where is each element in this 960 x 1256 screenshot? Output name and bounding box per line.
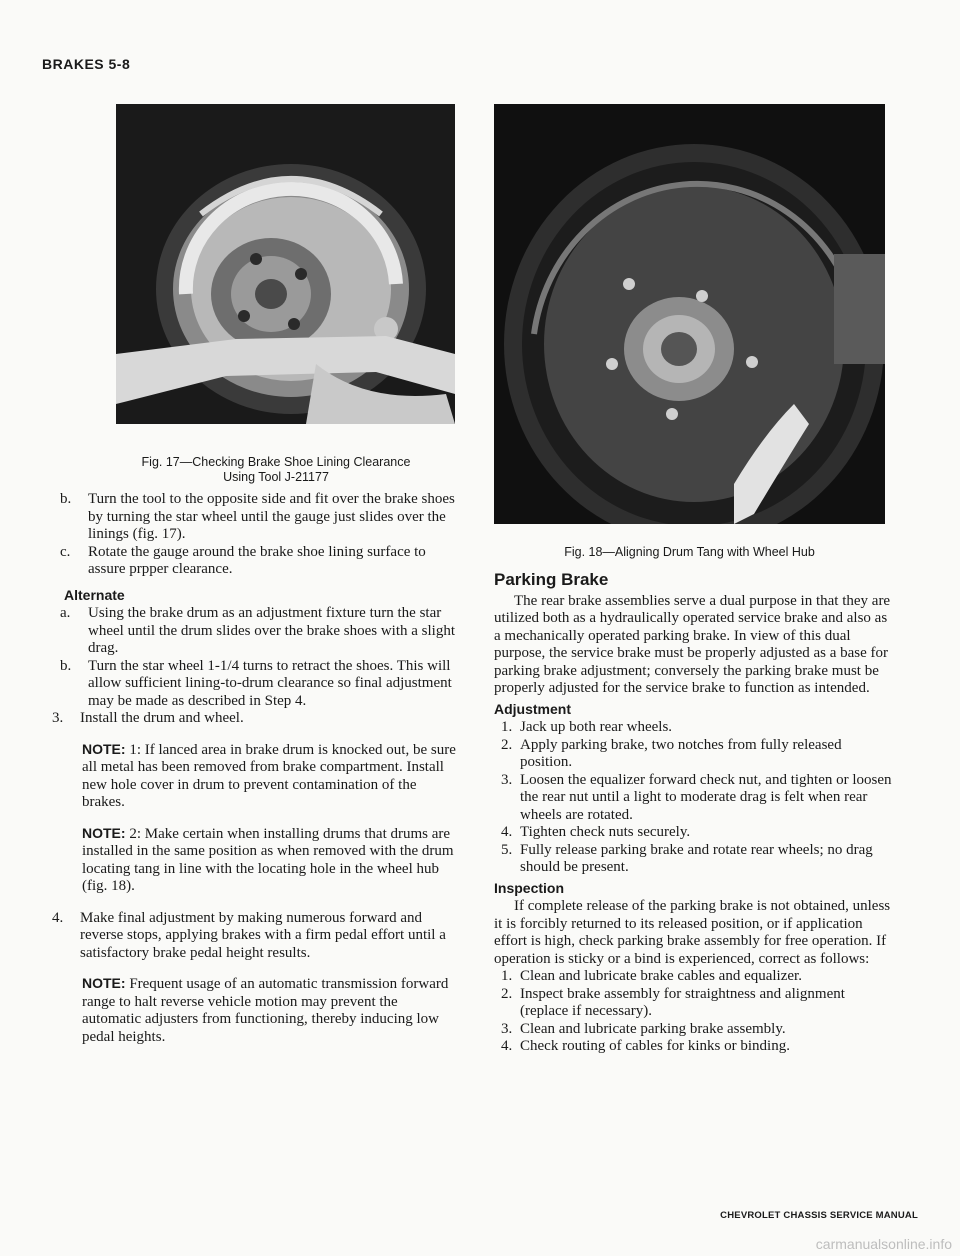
- note-2: [82, 825, 460, 896]
- step-2c-num: c.: [60, 543, 71, 560]
- adjustment-step-text: Fully release parking brake and rotate rear wheels; no drag should be present.: [520, 841, 873, 875]
- alternate-a-text: Using the brake drum as an adjustment fixture turn the star wheel until the drum slides over the brake shoes with a slight drag.: [88, 605, 456, 656]
- alternate-b-text: Turn the star wheel 1-1/4 turns to retract the shoes. This will allow sufficient lining-to-drum clearance so final adjustment may be made as described in Step 4.: [88, 657, 452, 709]
- step-2b: [52, 491, 460, 544]
- adjustment-steps: [494, 719, 892, 877]
- step-4-num: 4.: [52, 909, 64, 926]
- note-1-text: 1: If lanced area in brake drum is knocked out, be sure all metal has been removed from brake compartment. Install new hole cover in drum to prevent contamination of the brakes.: [82, 741, 456, 810]
- inspection-steps: [494, 968, 892, 1056]
- adjustment-step-num: 1.: [501, 719, 513, 735]
- inspection-step-num: 3.: [501, 1020, 513, 1037]
- figure-17-caption: [96, 455, 456, 485]
- page-header: BRAKES 5-8: [42, 56, 131, 72]
- inspection-step: [494, 1021, 892, 1039]
- inspection-step-text: Inspect brake assembly for straightness and alignment (replace if necessary).: [520, 985, 845, 1019]
- note-3-label: NOTE:: [82, 975, 126, 991]
- note-2-text: 2: Make certain when installing drums that drums are installed in the same position as when removed with the drum locating tang in line with the locating hole in the wheel hub (fig. 18).: [82, 825, 454, 894]
- figure-17-photo: [116, 104, 455, 424]
- note-1: [82, 741, 460, 812]
- step-4: [52, 910, 460, 963]
- adjustment-step-text: Tighten check nuts securely.: [520, 824, 691, 840]
- note-3-text: Frequent usage of an automatic transmission forward range to halt reverse vehicle motion may prevent the automatic adjusters from functioning, thereby inducing low pedal heights.: [82, 976, 449, 1045]
- inspection-step-text: Clean and lubricate parking brake assembly.: [520, 1020, 786, 1037]
- adjustment-step: [494, 772, 892, 825]
- alternate-b-num: b.: [60, 657, 72, 674]
- adjustment-step-text: Apply parking brake, two notches from fully released position.: [520, 736, 842, 770]
- alternate-a-num: a.: [60, 605, 71, 621]
- step-2c-text: Rotate the gauge around the brake shoe lining surface to assure prpper clearance.: [88, 543, 426, 577]
- inspection-step-text: Check routing of cables for kinks or binding.: [520, 1038, 790, 1054]
- step-2b-text: Turn the tool to the opposite side and fit over the brake shoes by turning the star wheel until the gauge just slides over the linings (fig. 17).: [88, 491, 455, 542]
- step-3: [52, 710, 460, 728]
- adjustment-step-text: Loosen the equalizer forward check nut, and tighten or loosen the rear nut until a light to moderate drag is felt when rear wheels are rotated.: [520, 771, 892, 823]
- adjustment-step: [494, 842, 892, 877]
- parking-brake-title: Parking Brake: [494, 570, 609, 589]
- figure-18-caption: Fig. 18—Aligning Drum Tang with Wheel Hub: [564, 545, 815, 559]
- adjustment-step: [494, 737, 892, 772]
- step-2c: [52, 544, 460, 579]
- adjustment-step-num: 5.: [501, 841, 513, 858]
- inspection-intro: If complete release of the parking brake is not obtained, unless it is forcibly returned to its released position, or if application effort is high, check parking brake assembly for free operation. If operation is sticky or a bind is experienced, correct as follows:: [494, 898, 891, 967]
- alternate-heading: Alternate: [64, 586, 125, 603]
- inspection-step-num: 2.: [501, 985, 513, 1002]
- adjustment-step-text: Jack up both rear wheels.: [520, 719, 673, 735]
- step-3-num: 3.: [52, 710, 64, 726]
- note-2-label: NOTE:: [82, 824, 126, 841]
- figure-18-photo: [494, 104, 885, 524]
- inspection-step: [494, 968, 892, 986]
- inspection-step: [494, 986, 892, 1021]
- inspection-step-num: 1.: [501, 968, 513, 984]
- step-2b-num: b.: [60, 491, 72, 507]
- parking-brake-intro: The rear brake assemblies serve a dual purpose in that they are utilized both as a hydraulically operated service brake and also as a mechanically operated parking brake. In view of this dual purpose, the service brake must be properly adjusted as a base for parking brake adjustment; conversely the parking brake must be properly adjusted for the service brake to function as intended.: [494, 592, 891, 696]
- figure-17-caption-line2: Using Tool J-21177: [223, 470, 329, 484]
- step-3-text: Install the drum and wheel.: [80, 710, 244, 726]
- adjustment-heading: Adjustment: [494, 700, 571, 717]
- inspection-step: [494, 1038, 892, 1056]
- step-4-text: Make final adjustment by making numerous forward and reverse stops, applying brakes with a firm pedal effort until a satisfactory brake pedal height results.: [80, 909, 446, 961]
- adjustment-step-num: 2.: [501, 736, 513, 753]
- note-3: [82, 975, 460, 1046]
- note-1-label: NOTE:: [82, 740, 126, 757]
- inspection-step-num: 4.: [501, 1038, 513, 1054]
- adjustment-step-num: 4.: [501, 824, 513, 840]
- figure-17-caption-line1: Fig. 17—Checking Brake Shoe Lining Clearance: [141, 455, 411, 469]
- watermark: carmanualsonline.info: [815, 1236, 952, 1252]
- adjustment-step: [494, 719, 892, 737]
- adjustment-step-num: 3.: [501, 771, 513, 788]
- inspection-heading: Inspection: [494, 879, 565, 896]
- alternate-a: [52, 605, 460, 658]
- inspection-step-text: Clean and lubricate brake cables and equalizer.: [520, 968, 802, 984]
- right-column: [494, 571, 892, 1056]
- alternate-b: [52, 658, 460, 711]
- manual-footer: CHEVROLET CHASSIS SERVICE MANUAL: [720, 1210, 918, 1221]
- adjustment-step: [494, 824, 892, 842]
- left-column: [52, 491, 460, 1046]
